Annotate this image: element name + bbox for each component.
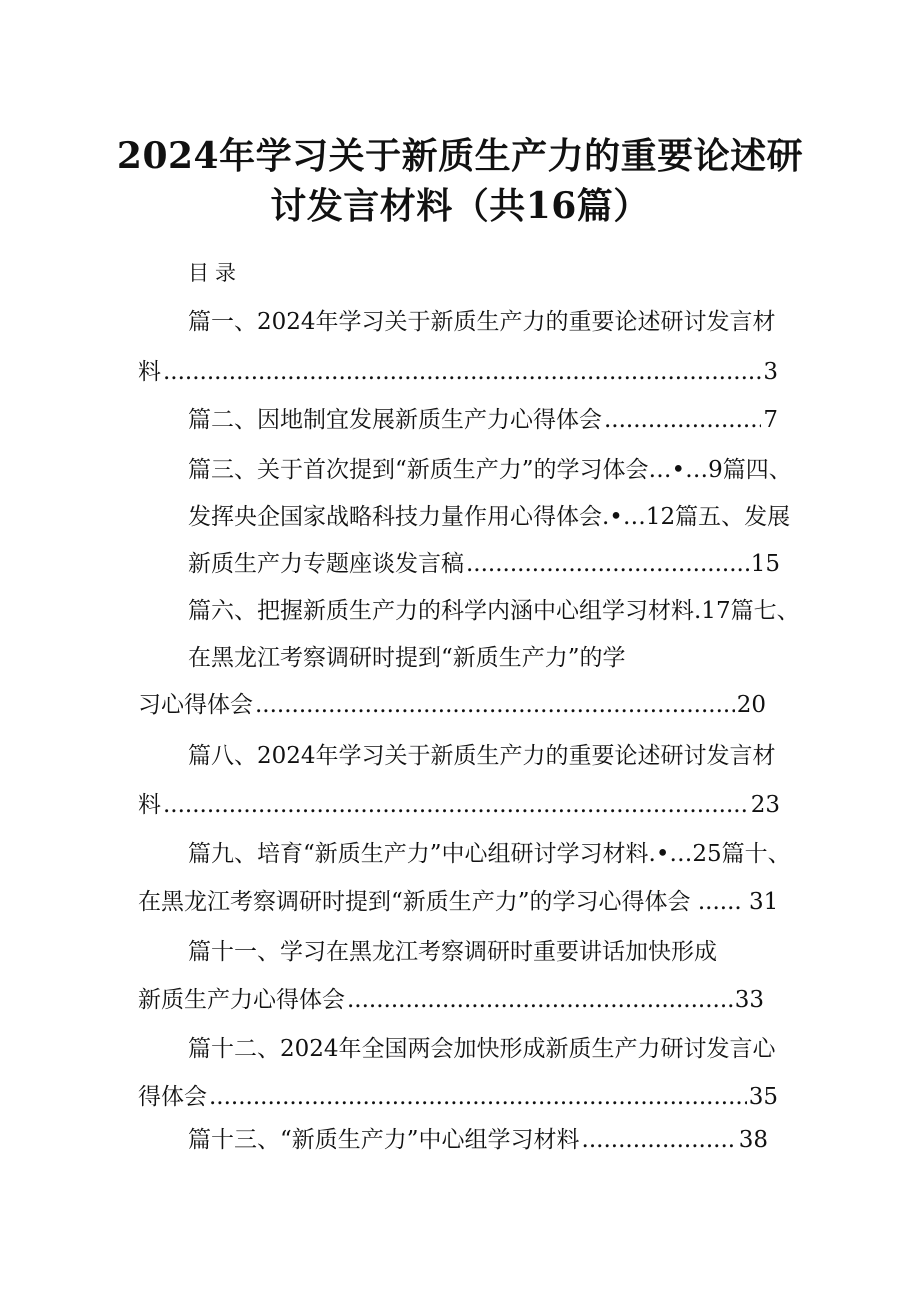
- toc-page-number: 38: [738, 1127, 768, 1153]
- toc-entry-text: 新质生产力心得体会: [138, 987, 345, 1013]
- toc-line: [138, 1082, 778, 1112]
- toc-line: [188, 596, 800, 626]
- toc-entry-text: 篇三、关于首次提到“新质生产力”的学习体会…•…9篇四、: [188, 457, 792, 483]
- toc-entry-text: 篇一、2024年学习关于新质生产力的重要论述研讨发言材: [188, 309, 776, 335]
- toc-line: [138, 690, 766, 720]
- toc-line: [138, 887, 778, 917]
- toc-entry-text: 篇十三、“新质生产力”中心组学习材料: [188, 1127, 580, 1153]
- toc-entry-text: 料: [138, 359, 161, 385]
- toc-line: [138, 985, 764, 1015]
- toc-line: [188, 502, 790, 532]
- toc-line: [188, 455, 792, 485]
- toc-line: [188, 937, 717, 967]
- toc-leader-dots: [163, 790, 749, 820]
- toc-line: [188, 549, 780, 579]
- toc-page-number: 33: [734, 987, 764, 1013]
- toc-page-number: 23: [750, 792, 780, 818]
- toc-line: [188, 1034, 776, 1064]
- toc-line: [138, 357, 778, 387]
- toc-leader-dots: [255, 690, 735, 720]
- toc-page-number: 15: [750, 551, 780, 577]
- toc-page-number: 3: [763, 359, 778, 385]
- document-title-line-1: 2024年学习关于新质生产力的重要论述研: [116, 135, 804, 177]
- document-title-line-2: 讨发言材料（共16篇）: [270, 185, 650, 227]
- toc-line: [188, 405, 778, 435]
- toc-entry-text: 篇九、培育“新质生产力”中心组研讨学习材料.•…25篇十、: [188, 841, 791, 867]
- toc-entry-text: 料: [138, 792, 161, 818]
- toc-label: 目录: [188, 261, 242, 285]
- toc-entry-text: 在黑龙江考察调研时提到“新质生产力”的学: [188, 645, 626, 671]
- toc-leader-dots: [582, 1125, 737, 1155]
- toc-line: [138, 790, 780, 820]
- toc-entry-text: 篇十二、2024年全国两会加快形成新质生产力研讨发言心: [188, 1036, 776, 1062]
- toc-leader-dots: ......: [697, 889, 742, 915]
- toc-line: [188, 1125, 768, 1155]
- toc-page-number: 35: [748, 1084, 778, 1110]
- toc-entry-text: 得体会: [138, 1084, 207, 1110]
- toc-leader-dots: [163, 357, 761, 387]
- toc-entry-text: 篇八、2024年学习关于新质生产力的重要论述研讨发言材: [188, 743, 776, 769]
- toc-line: [188, 839, 791, 869]
- toc-page-number: 7: [763, 407, 778, 433]
- toc-entry-text: 发挥央企国家战略科技力量作用心得体会.•…12篇五、发展: [188, 504, 791, 530]
- toc-line: [188, 643, 626, 673]
- toc-entry-text: 篇十一、学习在黑龙江考察调研时重要讲话加快形成: [188, 939, 717, 965]
- toc-entry-text: 篇六、把握新质生产力的科学内涵中心组学习材料.17篇七、: [188, 598, 800, 624]
- toc-leader-dots: [466, 549, 749, 579]
- toc-page-number: 31: [749, 889, 779, 915]
- toc-entry-text: 篇二、因地制宜发展新质生产力心得体会: [188, 407, 602, 433]
- toc-entry-text: 新质生产力专题座谈发言稿: [188, 551, 464, 577]
- toc-leader-dots: [347, 985, 733, 1015]
- toc-line: [188, 741, 776, 771]
- toc-page-number: 20: [736, 692, 766, 718]
- toc-leader-dots: [209, 1082, 747, 1112]
- toc-entry-text: 习心得体会: [138, 692, 253, 718]
- toc-leader-dots: [604, 405, 761, 435]
- toc-entry-text: 在黑龙江考察调研时提到“新质生产力”的学习心得体会: [138, 889, 691, 915]
- toc-line: [188, 307, 776, 337]
